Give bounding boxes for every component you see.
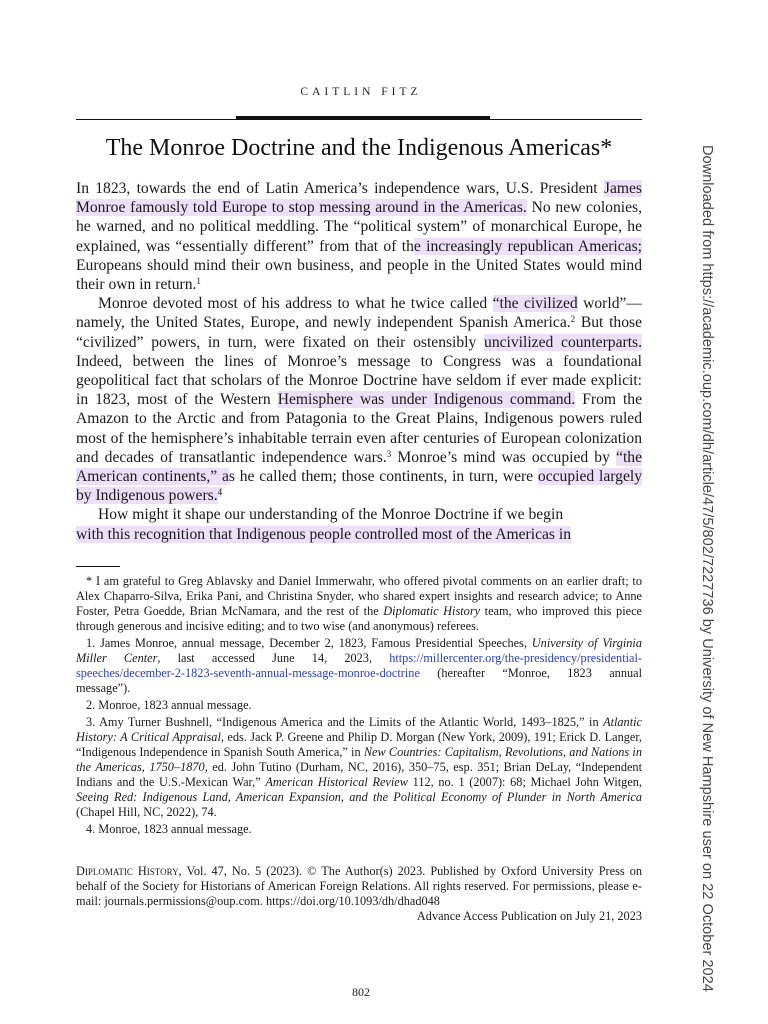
highlight[interactable]: uncivilized counterparts.: [484, 333, 642, 351]
footnote-4: 4. Monroe, 1823 annual message.: [86, 822, 252, 836]
footnote-star: * I am grateful to Greg Ablavsky and Daniel Immerwahr, who offered pivotal comments on an earlier draft; to Alex Chaparro-Silva, Erika Pani, and Christina Snyder, who shared expert insights and research advice; to Anne Foster, Petra Goedde, Brian McNamara, and the rest of the Diplomatic History team, who improved this piece through generous and incisive editing; and to two wise (and anonymous) referees.: [76, 574, 642, 633]
footnote-link[interactable]: https://millercenter.org/the-presidency/presidential-speeches/december-2-1823-seventh-annual-message-monroe-doctrine: [76, 651, 643, 680]
footnote-1: 1. James Monroe, annual message, December 2, 1823, Famous Presidential Speeches, University of Virginia Miller Center, last accessed June 14, 2023, https://millercenter.org/the-presidency/presidential-speeches/december-2-1823-seventh-annual-message-monroe-doctrine (hereafter “Monroe, 1823 annual message”).: [76, 636, 643, 695]
footnote-ref[interactable]: 3: [386, 448, 392, 459]
highlight[interactable]: “the civilized: [492, 295, 578, 313]
highlight[interactable]: “the American continents,” a: [76, 448, 643, 486]
paragraph-2: Monroe devoted most of his address to what he twice called “the civilized world”—namely, the United States, Europe, and newly independent Spanish America.$^2$ But those “civilized” powers, in turn, were fixated on their ostensibly uncivilized counterparts. Indeed, between the lines of Monroe’s message to Congress was a foundational geopolitical fact that scholars of the Monroe Doctrine have seldom if ever made explicit: in 1823, most of the Western Hemisphere was under Indigenous command. From the Amazon to the Arctic and from Patagonia to the Great Plains, Indigenous powers ruled most of the hemisphere’s inhabitable terrain even after centuries of European colonization and decades of transatlantic independence wars.$^3$ Monroe’s mind was occupied by “the American continents,” as he called them; those continents, in turn, were occupied largely by Indigenous powers.$^4$: [76, 295, 643, 505]
highlight[interactable]: James Monroe famously told Europe to stop messing around in the Americas.: [76, 180, 642, 217]
highlight[interactable]: occupied largely by Indigenous powers.: [76, 468, 642, 505]
highlight[interactable]: with this recognition that Indigenous people controlled most of the Americas in: [76, 525, 572, 543]
footnote-ref[interactable]: 1: [196, 276, 201, 287]
advance-access: Advance Access Publication on July 21, 2023: [416, 909, 642, 923]
article-title: The Monroe Doctrine and the Indigenous Americas*: [105, 135, 613, 161]
paragraph-3: How might it shape our understanding of the Monroe Doctrine if we begin with this recognition that Indigenous people controlled most of the Americas in: [76, 506, 572, 543]
page-number: 802: [352, 985, 370, 999]
footnote-ref[interactable]: 4: [217, 487, 223, 498]
footnote-rule: [76, 566, 120, 567]
author-name: CAITLIN FITZ: [300, 86, 422, 98]
header-rule-thin: [76, 119, 642, 120]
journal-imprint: [76, 864, 642, 924]
footnotes: [76, 574, 642, 839]
footnote-3: 3. Amy Turner Bushnell, “Indigenous America and the Limits of the Atlantic World, 1493–1825,” in Atlantic History: A Critical Appraisal, eds. Jack P. Greene and Philip D. Morgan (New York, 2009), 191; Erick D. Langer, “Indigenous Independence in Spanish South America,” in New Countries: Capitalism, Revolutions, and Nations in the Americas, 1750–1870, ed. John Tutino (Durham, NC, 2016), 350–75, esp. 351; Brian DeLay, “Independent Indians and the U.S.-Mexican War,” American Historical Review 112, no. 1 (2007): 68; Michael John Witgen, Seeing Red: Indigenous Land, American Expansion, and the Political Economy of Plunder in North America (Chapel Hill, NC, 2022), 74.: [76, 715, 643, 819]
article-body: [76, 179, 642, 544]
journal-name: Diplomatic History: [76, 864, 179, 878]
paragraph-1: In 1823, towards the end of Latin America’s independence wars, U.S. President James Monroe famously told Europe to stop messing around in the Americas. No new colonies, he warned, and no political meddling. The “political system” of monarchical Europe, he explained, was “essentially different” from that of the increasingly republican Americas; Europeans should mind their own business, and people in the United States would mind their own in return.$^1$: [76, 180, 643, 294]
download-watermark: Downloaded from https://academic.oup.com/dh/article/47/5/802/7227736 by University of New Hampshire user on 22 October 2024: [699, 145, 715, 992]
highlight[interactable]: e increasingly republican Americas;: [413, 237, 643, 255]
imprint-text: , Vol. 47, No. 5 (2023). © The Author(s) 2023. Published by Oxford University Press on behalf of the Society for Historians of American Foreign Relations. All rights reserved. For permissions, please e-mail: journals.permissions@oup.com. https://doi.org/10.1093/dh/dhad048: [76, 864, 642, 908]
footnote-2: 2. Monroe, 1823 annual message.: [86, 698, 252, 712]
highlight[interactable]: Hemisphere was under Indigenous command.: [277, 391, 576, 409]
footnote-ref[interactable]: 2: [570, 314, 576, 325]
